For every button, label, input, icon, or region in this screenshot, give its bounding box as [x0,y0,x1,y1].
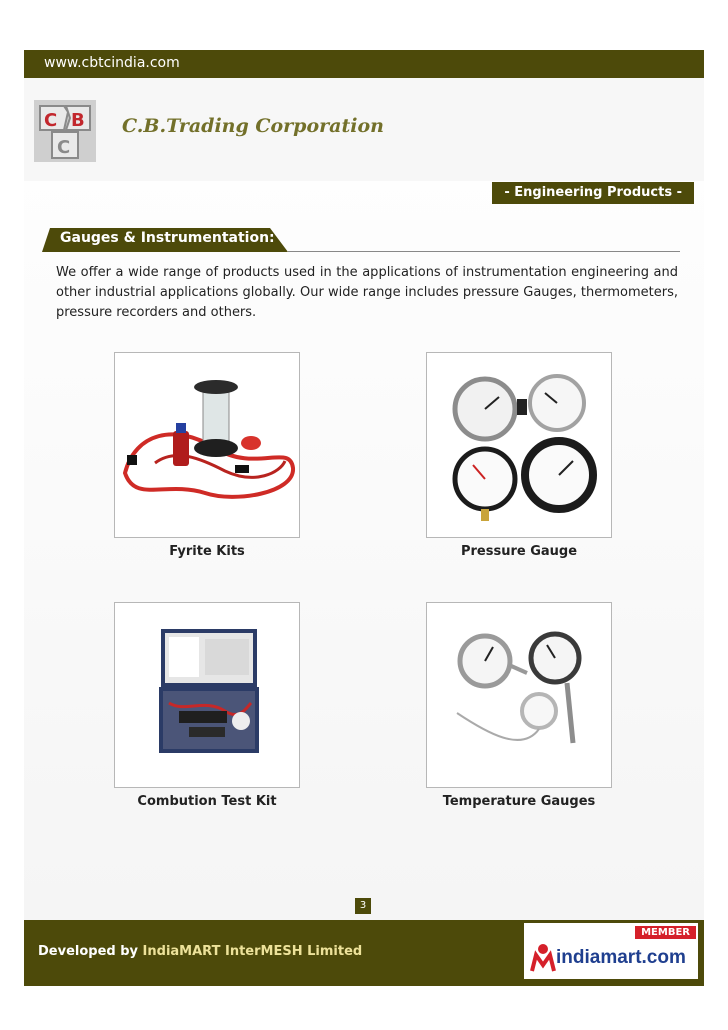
company-logo [34,100,96,162]
product-card-temperature-gauges[interactable] [426,602,612,809]
indiamart-member-badge[interactable] [524,923,698,979]
product-image-combution-test-kit[interactable] [114,602,300,788]
category-description: We offer a wide range of products used in the applications of instrumentation engineering and other industrial applications globally. Our wide range includes pressure Gauges, thermometers, pressure recorders and others. [56,265,678,320]
section-tag: - Engineering Products - [492,182,694,204]
developer-link[interactable]: IndiaMART InterMESH Limited [142,944,363,959]
brochure-page [24,50,704,986]
product-label[interactable]: Fyrite Kits [169,544,245,559]
website-url[interactable]: www.cbtcindia.com [44,55,180,71]
member-label: MEMBER [635,926,696,939]
logo-letter-b: B [71,110,85,131]
heading-divider [288,251,680,252]
product-image-fyrite-kits[interactable] [114,352,300,538]
top-bar [24,50,704,78]
product-label[interactable]: Temperature Gauges [442,794,596,809]
developed-by-label: Developed by [38,944,143,959]
footer-bar [24,920,704,986]
category-title: Gauges & Instrumentation: [60,230,275,246]
indiamart-m-icon [530,943,556,973]
developer-credit [38,944,362,959]
logo-letter-c2: C [57,137,71,158]
product-image-temperature-gauges[interactable] [426,602,612,788]
product-card-pressure-gauge[interactable] [426,352,612,559]
product-label[interactable]: Combution Test Kit [137,794,277,809]
company-name: C.B.Trading Corporation [122,115,384,137]
product-image-pressure-gauge[interactable] [426,352,612,538]
product-card-fyrite-kits[interactable] [114,352,300,559]
page-number: 3 [355,898,371,914]
company-header [24,78,704,181]
product-card-combution-test-kit[interactable] [114,602,300,809]
product-label[interactable]: Pressure Gauge [460,544,578,559]
indiamart-logo-text: indiamart.com [556,947,686,968]
logo-letter-c1: C [44,110,58,131]
